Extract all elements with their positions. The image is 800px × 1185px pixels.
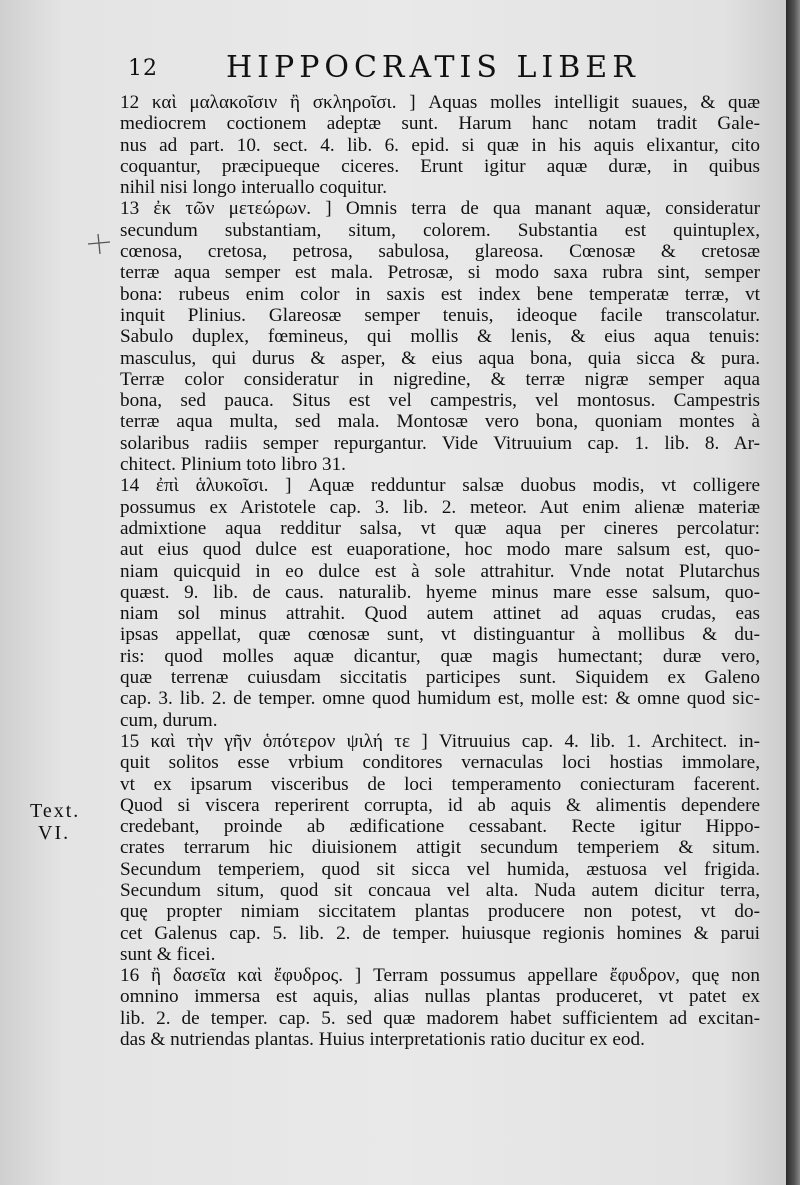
margin-note bbox=[30, 800, 80, 844]
text-line: terræ aqua semper est mala. Petrosæ, si modo saxa rubra sint, semper bbox=[120, 262, 760, 284]
text-line: inquit Plinius. Glareosæ semper tenuis, ideoque facile transcolatur. bbox=[120, 304, 760, 326]
text-line: cœnosa, cretosa, petrosa, sabulosa, glareosa. Cœnosæ & cretosæ bbox=[120, 241, 760, 263]
text-line: Secundum situm, quod sit concaua vel alta. Nuda autem dicitur terra, bbox=[120, 879, 760, 901]
text-line: possumus ex Aristotele cap. 3. lib. 2. meteor. Aut enim alienæ materiæ bbox=[120, 496, 760, 518]
text-line: omnino immersa est aquis, alias nullas plantas produceret, vt patet ex bbox=[120, 986, 760, 1008]
text-line: niam sol minus attrahit. Quod autem attinet ad aquas crudas, eas bbox=[120, 603, 760, 625]
text-line: Quod si viscera reperirent corrupta, id ab aquis & alimentis dependere bbox=[120, 794, 760, 816]
text-line: chitect. Plinium toto libro 31. bbox=[120, 454, 346, 476]
text-line: crates terrarum hic diuisionem attigit secundum temperiem & situm. bbox=[120, 837, 760, 859]
text-line: cap. 3. lib. 2. de temper. omne quod humidum est, molle est: & omne quod sic- bbox=[120, 688, 760, 710]
text-line: 15 καὶ τὴν γῆν ὁπότερον ψιλή τε ] Vitruuius cap. 4. lib. 1. Architect. in- bbox=[120, 730, 760, 752]
page-header bbox=[118, 48, 678, 88]
text-line: 16 ἢ δασεῖα καὶ ἔφυδρος. ] Terram possumus appellare ἔφυδρον, quę non bbox=[120, 965, 760, 987]
text-line: secundum substantiam, situm, colorem. Substantia est quintuplex, bbox=[120, 219, 760, 241]
text-line: cet Galenus cap. 5. lib. 2. de temper. huiusque regionis homines & parui bbox=[120, 922, 760, 944]
pencil-cross-mark-icon bbox=[84, 232, 114, 256]
text-line: Sabulo duplex, fœmineus, qui mollis & lenis, & eius aqua tenuis: bbox=[120, 326, 760, 348]
text-line: Terræ color consideratur in nigredine, & terræ nigræ semper aqua bbox=[120, 368, 760, 390]
text-line: bona: rubeus enim color in saxis est index bene temperatæ terræ, vt bbox=[120, 283, 760, 305]
text-line: quæ terrenæ cuiusdam siccitatis participes sunt. Siquidem ex Galeno bbox=[120, 667, 760, 689]
paragraph-12 bbox=[120, 92, 760, 198]
text-line: Secundum temperiem, quod sit sicca vel humida, æstuosa vel frigida. bbox=[120, 858, 760, 880]
paragraph-13 bbox=[120, 198, 760, 475]
text-line: admixtione aqua redditur salsa, vt quæ aqua per cineres percolatur: bbox=[120, 517, 760, 539]
text-line: 13 ἐκ τῶν μετεώρων. ] Omnis terra de qua manant aquæ, consideratur bbox=[120, 198, 760, 220]
text-line: ipsas appellat, quæ cœnosæ sunt, vt distinguantur à mollibus & du- bbox=[120, 624, 760, 646]
paragraph-14 bbox=[120, 475, 760, 731]
page-edge-shadow bbox=[786, 0, 800, 1185]
text-line: sunt & ficei. bbox=[120, 943, 216, 965]
text-line: quę propter nimiam siccitatem plantas producere non potest, vt do- bbox=[120, 901, 760, 923]
paragraph-16 bbox=[120, 965, 760, 1050]
text-line: 14 ἐπὶ ἁλυκοῖσι. ] Aquæ redduntur salsæ duobus modis, vt colligere bbox=[120, 475, 760, 497]
page-number: 12 bbox=[128, 56, 158, 81]
margin-note-line-2: VI. bbox=[38, 822, 71, 844]
text-line: niam quicquid in eo dulce est à sole attrahitur. Vnde notat Plutarchus bbox=[120, 560, 760, 582]
text-line: quit solitos esse vrbium conditores vernaculas loci hostias immolare, bbox=[120, 752, 760, 774]
body-text bbox=[120, 92, 760, 1050]
text-line: nihil nisi longo interuallo coquitur. bbox=[120, 177, 388, 199]
text-line: masculus, qui durus & asper, & eius aqua bona, quia sicca & pura. bbox=[120, 347, 760, 369]
text-line: aut eius quod dulce est euaporatione, hoc modo mare salsum est, quo- bbox=[120, 539, 760, 561]
text-line: mediocrem coctionem adeptæ sunt. Harum hanc notam tradit Gale- bbox=[120, 113, 760, 135]
text-line: credebant, proinde ab ædificatione cessabant. Recte igitur Hippo- bbox=[120, 816, 760, 838]
running-head: HIPPOCRATIS LIBER bbox=[226, 50, 640, 85]
text-line: quæst. 9. lib. de caus. naturalib. hyeme minus mare esse salsum, quo- bbox=[120, 581, 760, 603]
text-line: coquantur, præcipueque ciceres. Erunt igitur aquæ duræ, in quibus bbox=[120, 155, 760, 177]
text-line: ris: quod molles aquæ dicantur, quæ magis humectant; duræ vero, bbox=[120, 645, 760, 667]
text-line: nus ad part. 10. sect. 4. lib. 6. epid. si quæ in his aquis elixantur, cito bbox=[120, 134, 760, 156]
paragraph-15 bbox=[120, 731, 760, 965]
text-line: bona, sed pauca. Situs est vel campestris, vel montosus. Campestris bbox=[120, 390, 760, 412]
text-line: das & nutriendas plantas. Huius interpretationis ratio ducitur ex eod. bbox=[120, 1029, 645, 1051]
text-line: cum, durum. bbox=[120, 709, 218, 731]
text-line: terræ aqua multa, sed mala. Montosæ vero bona, quoniam montes à bbox=[120, 411, 760, 433]
text-line: 12 καὶ μαλακοῖσιν ἢ σκληροῖσι. ] Aquas molles intelligit suaues, & quæ bbox=[120, 92, 760, 113]
text-line: vt ex ipsarum visceribus de loci temperamento coniecturam facerent. bbox=[120, 773, 760, 795]
margin-note-line-1: Text. bbox=[30, 800, 81, 822]
text-line: solaribus radiis semper repurgantur. Vide Vitruuium cap. 1. lib. 8. Ar- bbox=[120, 432, 760, 454]
text-line: lib. 2. de temper. cap. 5. sed quæ madorem habet sufficientem ad excitan- bbox=[120, 1007, 760, 1029]
